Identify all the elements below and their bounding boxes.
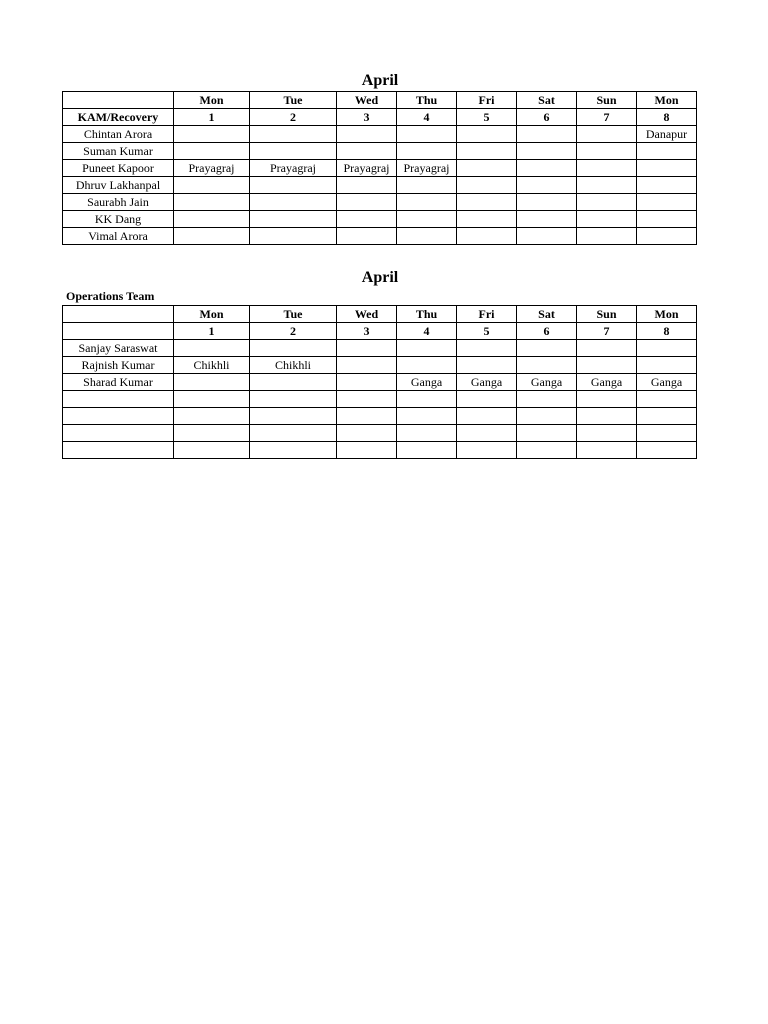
location-cell [457,340,517,357]
table-row [63,340,697,357]
location-cell [457,211,517,228]
table-row [63,143,697,160]
location-cell [577,408,637,425]
corner-cell [63,92,174,109]
location-cell [637,194,697,211]
location-cell [517,340,577,357]
date-header-cell: 2 [250,323,337,340]
date-header-cell: 6 [517,109,577,126]
location-cell [577,425,637,442]
location-cell [250,374,337,391]
location-cell [337,408,397,425]
location-cell: Prayagraj [337,160,397,177]
location-cell [250,194,337,211]
date-header-cell: 3 [337,109,397,126]
person-name-cell: Rajnish Kumar [63,357,174,374]
location-cell [250,228,337,245]
person-name-cell: KK Dang [63,211,174,228]
location-cell [517,194,577,211]
row-header-cell: KAM/Recovery [63,109,174,126]
location-cell [457,408,517,425]
day-header-cell: Mon [174,92,250,109]
location-cell [174,228,250,245]
location-cell [397,177,457,194]
person-name-cell: Suman Kumar [63,143,174,160]
person-name-cell [63,391,174,408]
table-row [63,425,697,442]
table-row [63,357,697,374]
date-header-cell: 7 [577,323,637,340]
location-cell [517,408,577,425]
location-cell [577,340,637,357]
person-name-cell: Sharad Kumar [63,374,174,391]
location-cell [637,408,697,425]
location-cell [637,425,697,442]
location-cell [250,442,337,459]
person-name-cell: Saurabh Jain [63,194,174,211]
location-cell [397,228,457,245]
location-cell [637,177,697,194]
location-cell: Danapur [637,126,697,143]
operations-team-label: Operations Team [66,289,155,303]
location-cell: Prayagraj [250,160,337,177]
location-cell [250,143,337,160]
location-cell [174,340,250,357]
location-cell [174,143,250,160]
location-cell [577,442,637,459]
location-cell: Chikhli [174,357,250,374]
location-cell [337,177,397,194]
date-header-cell: 3 [337,323,397,340]
location-cell [397,211,457,228]
table-row [63,442,697,459]
kam-schedule-table [62,91,697,245]
day-header-cell: Fri [457,92,517,109]
location-cell [337,143,397,160]
location-cell [397,194,457,211]
location-cell [457,357,517,374]
date-header-cell: 4 [397,109,457,126]
day-header-cell: Mon [637,92,697,109]
location-cell [174,211,250,228]
date-header-cell: 4 [397,323,457,340]
location-cell [637,160,697,177]
location-cell [457,160,517,177]
day-header-cell: Fri [457,306,517,323]
location-cell [337,211,397,228]
location-cell [517,177,577,194]
date-header-cell: 1 [174,109,250,126]
location-cell [174,408,250,425]
location-cell [337,340,397,357]
location-cell [517,228,577,245]
location-cell [174,391,250,408]
location-cell [457,126,517,143]
location-cell [457,228,517,245]
location-cell [577,211,637,228]
date-header-cell: 2 [250,109,337,126]
location-cell [457,194,517,211]
location-cell [174,194,250,211]
location-cell [397,340,457,357]
day-header-cell: Wed [337,306,397,323]
location-cell [517,126,577,143]
day-header-cell: Mon [637,306,697,323]
location-cell [174,425,250,442]
location-cell [637,211,697,228]
location-cell: Chikhli [250,357,337,374]
location-cell: Ganga [637,374,697,391]
location-cell [457,391,517,408]
day-header-cell: Tue [250,92,337,109]
day-header-cell: Sat [517,306,577,323]
location-cell [397,126,457,143]
operations-schedule-table [62,305,697,459]
date-header-row [63,109,697,126]
table-row [63,374,697,391]
person-name-cell: Puneet Kapoor [63,160,174,177]
day-header-cell: Thu [397,92,457,109]
location-cell [337,357,397,374]
location-cell [337,442,397,459]
table1-title: April [361,72,399,89]
location-cell [577,194,637,211]
date-header-cell: 8 [637,323,697,340]
day-header-cell: Sat [517,92,577,109]
location-cell [250,211,337,228]
date-header-cell: 5 [457,109,517,126]
location-cell [457,143,517,160]
location-cell: Prayagraj [174,160,250,177]
day-header-cell: Mon [174,306,250,323]
location-cell [637,391,697,408]
table-row [63,126,697,143]
date-header-cell: 1 [174,323,250,340]
location-cell [577,177,637,194]
location-cell [337,126,397,143]
location-cell [397,425,457,442]
location-cell [637,143,697,160]
location-cell [517,425,577,442]
person-name-cell: Sanjay Saraswat [63,340,174,357]
location-cell [637,340,697,357]
location-cell [337,425,397,442]
day-header-cell: Thu [397,306,457,323]
location-cell [457,442,517,459]
location-cell [457,425,517,442]
location-cell [397,408,457,425]
table-row [63,177,697,194]
corner-cell [63,306,174,323]
person-name-cell [63,408,174,425]
table2-title: April [361,269,399,286]
date-header-row [63,323,697,340]
day-header-cell: Wed [337,92,397,109]
date-header-cell: 8 [637,109,697,126]
location-cell [174,374,250,391]
location-cell [337,194,397,211]
table-row [63,228,697,245]
day-header-row [63,306,697,323]
location-cell [517,211,577,228]
location-cell [577,126,637,143]
day-header-cell: Sun [577,306,637,323]
person-name-cell [63,442,174,459]
location-cell: Ganga [577,374,637,391]
location-cell: Prayagraj [397,160,457,177]
location-cell [250,126,337,143]
day-header-row [63,92,697,109]
location-cell [517,143,577,160]
location-cell [517,391,577,408]
location-cell [174,442,250,459]
table-row [63,391,697,408]
location-cell [517,357,577,374]
location-cell [517,160,577,177]
location-cell: Ganga [397,374,457,391]
location-cell [577,357,637,374]
location-cell [250,177,337,194]
table-row [63,160,697,177]
location-cell [577,160,637,177]
table-row [63,408,697,425]
location-cell [577,228,637,245]
row-header-cell [63,323,174,340]
location-cell [397,357,457,374]
day-header-cell: Sun [577,92,637,109]
table-row [63,194,697,211]
location-cell [250,391,337,408]
location-cell [397,442,457,459]
location-cell [397,391,457,408]
location-cell [337,391,397,408]
location-cell [397,143,457,160]
location-cell [637,228,697,245]
location-cell [517,442,577,459]
date-header-cell: 6 [517,323,577,340]
location-cell [250,340,337,357]
location-cell [174,177,250,194]
location-cell [250,408,337,425]
location-cell [337,228,397,245]
person-name-cell: Dhruv Lakhanpal [63,177,174,194]
location-cell: Ganga [457,374,517,391]
person-name-cell: Vimal Arora [63,228,174,245]
location-cell [637,442,697,459]
location-cell: Ganga [517,374,577,391]
location-cell [637,357,697,374]
location-cell [577,143,637,160]
day-header-cell: Tue [250,306,337,323]
date-header-cell: 5 [457,323,517,340]
location-cell [337,374,397,391]
person-name-cell [63,425,174,442]
location-cell [457,177,517,194]
location-cell [577,391,637,408]
person-name-cell: Chintan Arora [63,126,174,143]
location-cell [174,126,250,143]
date-header-cell: 7 [577,109,637,126]
location-cell [250,425,337,442]
table-row [63,211,697,228]
